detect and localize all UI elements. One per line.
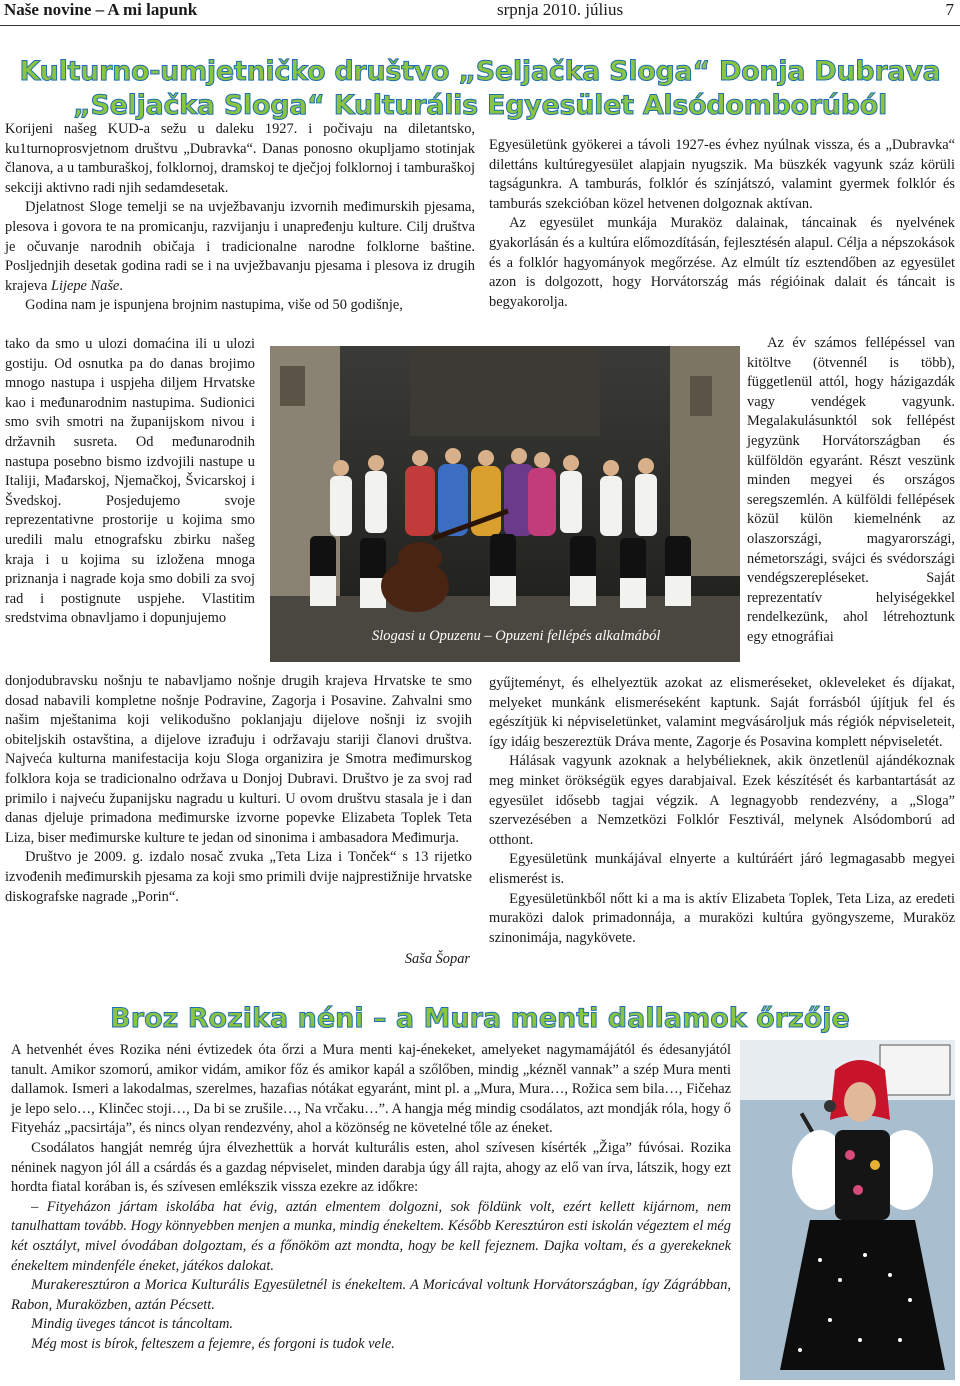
paragraph: Egyesületünk munkájával elnyerte a kultúráért járó legmagasabb megyei elismerést is. xyxy=(489,851,955,887)
paragraph: Egyesületünk gyökerei a távoli 1927-es évhez nyúlnak vissza, és a „Dubravka“ dilettáns kultúregyesület alapjain nyugszik. Ma büszkék vagyunk száz körüli tagságunkra. A tamburás, folklór és színjátszó, valamint gyermek folklór és tamburás szekcióban közel hetvenen dolgoznak aktívan. xyxy=(489,137,955,212)
group-photo-illustration xyxy=(270,346,740,662)
croatian-text-bottom xyxy=(5,672,472,907)
hungarian-text-top xyxy=(489,136,955,312)
paragraph: Korijeni našeg KUD-a sežu u daleku 1927. i počivaju na diletantsko, ku1turnoprosvjetnom društvu „Dubravka“. Danas ponosno okupljamo stotinjak članova, a u tamburaškoj, folklornoj, dramskoj te dječjoj folklornoj i tamburaškoj sekciji aktivno radi njih sedamdesetak. xyxy=(5,121,475,196)
croatian-text-top xyxy=(5,120,475,316)
paragraph: Godina nam je ispunjena brojnim nastupima, više od 50 godišnje, xyxy=(25,297,403,314)
emphasis: Lijepe Naše xyxy=(50,277,120,294)
page-header xyxy=(0,0,960,26)
paragraph: Djelatnost Sloge temelji se na uvježbavanju izvornih međimurskih pjesama, plesova i govora te na promicanju, razvijanju i unapređenju kulture. Cilj društva je očuvanje narodnih običaja i tradicionalne narodne folklorne baštine. Posljednjih desetak godina radi se i na uvježbavanju pjesama i plesova iz drugih krajeva Lijepe Naše. xyxy=(5,199,475,294)
hungarian-text-bottom xyxy=(489,674,955,948)
quote-paragraph: Mindig üveges táncot is táncoltam. xyxy=(31,1316,233,1333)
paragraph: Egyesületünkből nőtt ki a ma is aktív Elizabeta Toplek, Teta Liza, az eredeti muraközi dalok primadonnája, a muraközi kultúra gyöngyszeme, Muraköz szinonimája, nagykövete. xyxy=(489,890,955,946)
quote-paragraph: Murakeresztúron a Morica Kulturális Egyesületnél is énekeltem. A Moricával voltunk Horvátországban, így Zágrábban, Rabon, Muraközben, aztán Pécsett. xyxy=(11,1277,731,1313)
paragraph: Hálásak vagyunk azoknak a helybélieknek, akik önzetlenül ajándékoznak meg minket örökségük egyes darabjaival. Ezek készítését és karbantartását az egyesület idősebb tagjai végzik. A legnagyobb rendezvény, a „Sloga” szervezésében a Nemzetközi Folklór Fesztivál, melynek Alsódomború ad otthont. xyxy=(489,753,955,848)
issue-date: srpnja 2010. július xyxy=(497,0,624,19)
paragraph: tako da smo u ulozi domaćina ili u ulozi gostiju. Od osnutka pa do danas brojimo mnogo nastupa i uspjeha diljem Hrvatske kao i međunarodnim nastupima. Sudionici smo svih smotri na županijskom nivou i državnih susreta. Od međunarodnih nastupa posebno bismo izdvojili nastupe u Italiji, Mađarskoj, Njemačkoj, Švicarskoj i Švedskoj. Posjedujemo svoje reprezentativne prostorije u kojima smo uredili malu etnografsku zbirku našeg kraja i u kojima su izložena mnoga priznanja i nagrade koja smo dobili za svoj rad i postignute uspjehe. Vlastitim sredstvima obnavljamo i dopunjujemo xyxy=(5,336,255,627)
paragraph: A hetvenhét éves Rozika néni évtizedek óta őrzi a Mura menti kaj-énekeket, amelyeket nagymamájától és édesanyjától tanult. Amikor szomorú, amikor vidám, amikor főz és amikor kapál a szőlőben, mindig „kézněl vannak” a szép Mura menti dallamok. Ismeri a lakodalmas, szerelmes, hazafias nótákat egyaránt, mint pl. a „Mura, Mura…, Rožica sem bila…, Fičehaz je lepo selo…, Klinčec stoji…, Da bi se zrušile…, Na vrčaku…”. A hangja még mindig csodálatos, azt mondják róla, hogy ő Fityeház „pacsirtája”, és nincs olyan rendezvény, ahol a közönség ne követelné tőle az éneket. xyxy=(11,1042,731,1137)
author-signature: Saša Šopar xyxy=(404,951,470,967)
article-title-hungarian: „Seljačka Sloga“ Kulturális Egyesület Alsódomborúból xyxy=(73,90,887,121)
hungarian-text-right xyxy=(747,334,955,648)
quote-paragraph: – Fityeházon jártam iskolába hat évig, aztán elmentem dolgozni, sok földünk volt, ezért kellett kijárnom, nem tanulhattam tovább. Hogy könnyebben menjen a munka, mindig énekeltem. Később Keresztúron esti iskolán végeztem el még két osztályt, mivel óvodában dolgoztam, és a főnököm azt mondta, hogy be kell fejeznem. Dajka voltam, és a gyerekeknek énekeltem mindenféle éneket, játékos dalokat. xyxy=(11,1198,731,1274)
folk-ensemble-photo xyxy=(270,346,740,662)
article-title-croatian: Kulturno-umjetničko društvo „Seljačka Sloga“ Donja Dubrava xyxy=(19,56,941,87)
singer-illustration xyxy=(740,1040,955,1380)
croatian-text-left xyxy=(5,335,255,629)
newspaper-name: Naše novine – A mi lapunk xyxy=(4,0,198,19)
photo-caption: Slogasi u Opuzenu – Opuzeni fellépés alkalmából xyxy=(372,628,661,644)
quote-paragraph: Még most is bírok, felteszem a fejemre, és forgoni is tudok vele. xyxy=(31,1335,395,1352)
paragraph: donjodubravsku nošnju te nabavljamo nošnje drugih krajeva Hrvatske te smo dosad nabavili kompletne nošnje Podravine, Zagorja i Posavine. Zahvalni smo našim mještanima koji velikodušno poklanjaju dijelove nošnji iz svojih obiteljskih ostavština, a dijelove izrađuju i održavaju stariji članovi društva. Najveća kulturna manifestacija koju Sloga organizira je Smotra međimurskog folklora koja se tradicionalno održava u Donjoj Dubravi. Društvo je za svoj rad primilo i najveću županijsku nagradu u kulturi. U ovom društvu stasala je i dan danas djeluje primadona međimurske izvorne popevke Elizabeta Toplek Teta Liza, biser međimurske kulture te jedan od sinonima i ambasadora Međimurja. xyxy=(5,673,472,846)
rozika-article-text xyxy=(11,1041,731,1355)
article-title-rozika: Broz Rozika néni – a Mura menti dallamok őrzője xyxy=(110,1003,850,1034)
paragraph: Csodálatos hangját nemrég újra élvezhettük a horvát kulturális esten, ahol szívesen kísérték „Žiga” fúvósai. Rozika néninek nagyon jól áll a csárdás és a gazdag népviselet, minden darabja úgy áll rajta, ahogy az elő van írva, látszik, hogy ezt hordta fiatal korában is, és szívesen emlékszik vissza ezekre az időkre: xyxy=(11,1139,731,1196)
paragraph: gyűjteményt, és elhelyeztük azokat az elismeréseket, okleveleket és díjakat, melyeket munkánk elismeréseként kaptunk. Saját forrásból újítjuk fel és egészítjük ki népviseletünket, valamint megvásároljuk más régiók népviseleteit, így idáig beszereztük Dráva mente, Zagorje és Posavina komplett népviseletét. xyxy=(489,675,955,750)
singer-portrait-photo xyxy=(740,1040,955,1380)
paragraph: Az egyesület munkája Muraköz dalainak, táncainak és nyelvének gyakorlásán és a kultúra előmozdításán, fejlesztésén alapul. Célja a népszokások és a folklór hagyományok megőrzése. Az elmúlt tíz esztendőben az egyesület azon is dolgozott, hogy Horvátország más régióinak dalait és táncait is begyakorolja. xyxy=(489,215,955,310)
page-number: 7 xyxy=(945,0,954,19)
paragraph: Az év számos fellépéssel van kitöltve (ötvennél is több), függetlenül attól, hogy házigazdák vagy vendégek vagyunk. Megalakulásunktól sok fellépést jegyzünk Horvátországban és külföldön egyaránt. Részt veszünk minden megyei és országos seregszemlén. A külföldi fellépések közül külön kiemelnénk az olaszországi, magyarországi, németországi, svájci és svédországi vendégszerepléseket. Saját reprezentatív helyiségekkel rendelkezünk, ahol létrehoztunk egy etnográfiai xyxy=(747,335,955,645)
paragraph: Društvo je 2009. g. izdalo nosač zvuka „Teta Liza i Tonček“ s 13 rijetko izvođenih međimurskih pjesama za koji smo primili dvije najprestižnije hrvatske diskografske nagrade „Porin“. xyxy=(5,849,472,905)
